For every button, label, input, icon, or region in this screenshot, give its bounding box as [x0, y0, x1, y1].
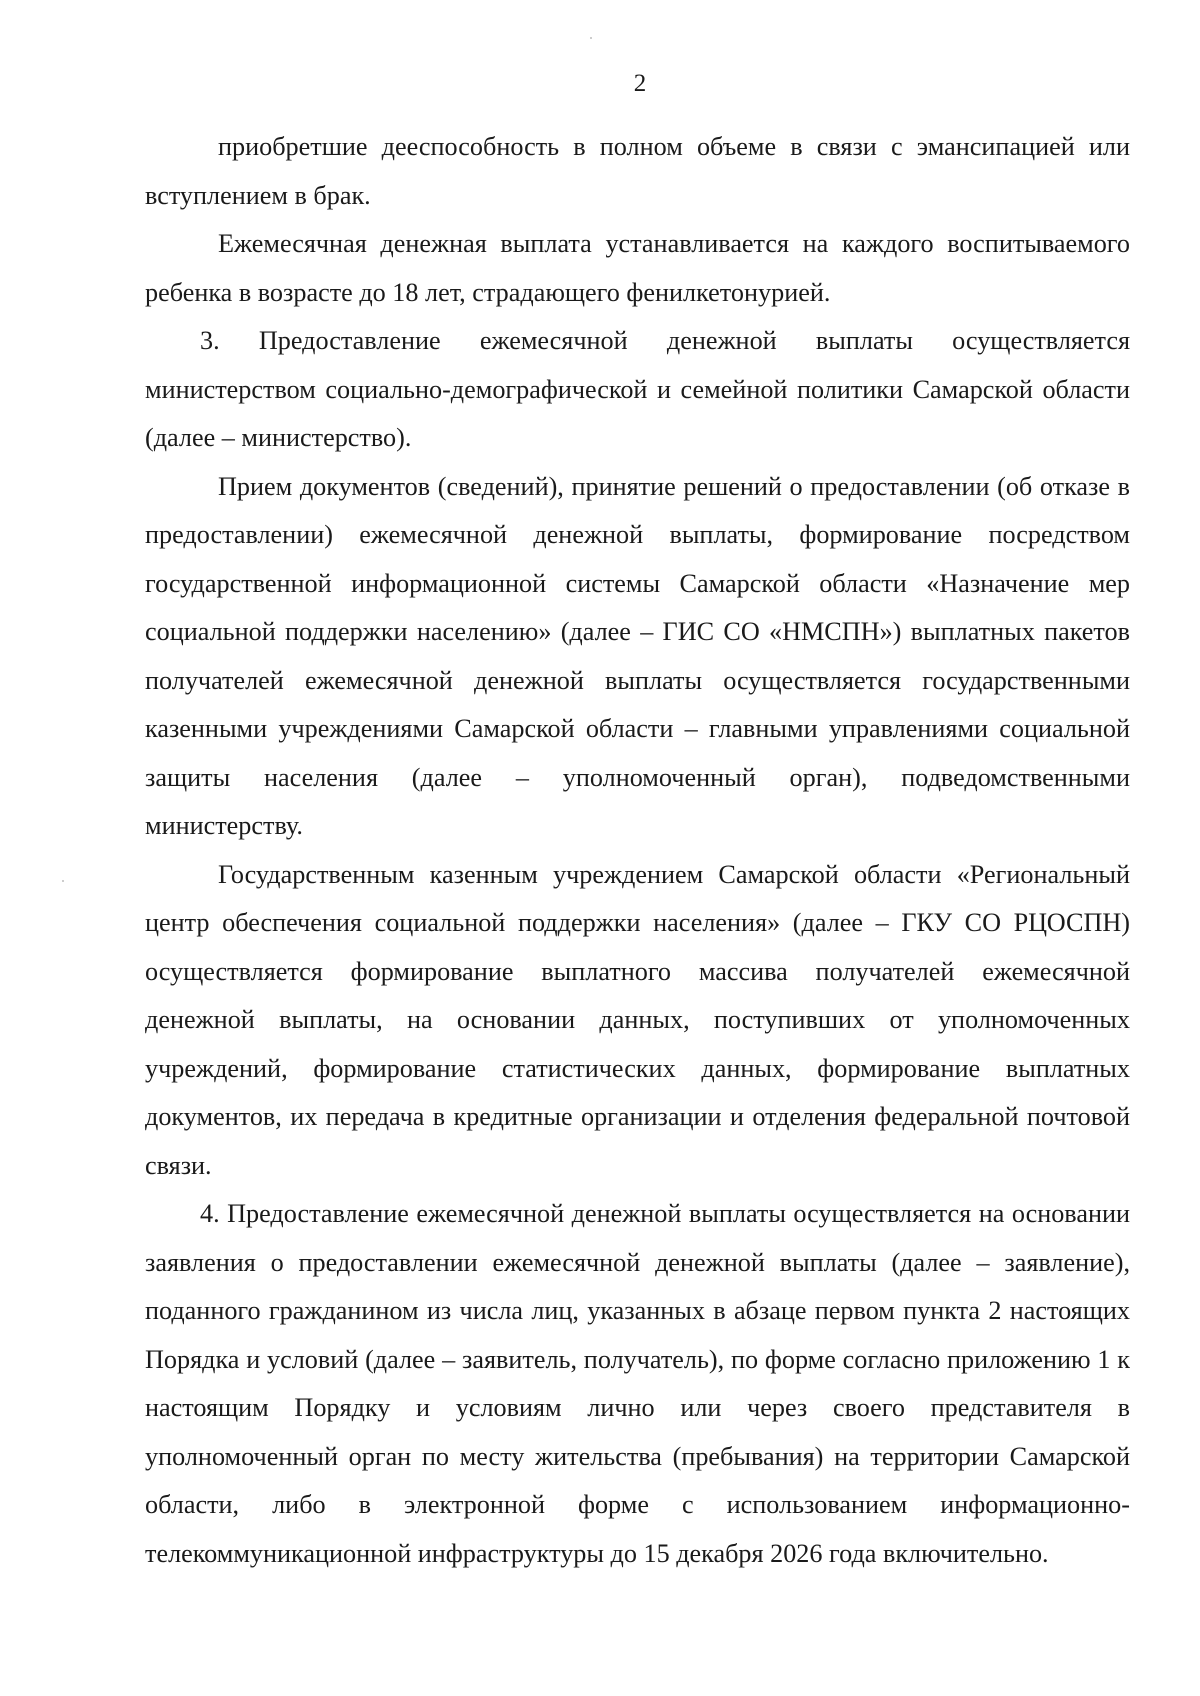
paragraph-monthly-payment: Ежемесячная денежная выплата устанавливается на каждого воспитываемого ребенка в возрасте до 18 лет, страдающего фенилкетонурией. — [145, 229, 1130, 307]
paragraph-item-4: 4. Предоставление ежемесячной денежной выплаты осуществляется на основании заявления о предоставлении ежемесячной денежной выплаты (далее – заявление), поданного гражданином из числа лиц, указанных в абзаце первом пункта 2 настоящих Порядка и условий (далее – заявитель, получатель), по форме согласно приложению 1 к настоящим Порядку и условиям лично или через своего представителя в уполномоченный орган по месту жительства (пребывания) на территории Самарской области, либо в электронной форме с использованием информационно-телекоммуникационной инфраструктуры до 15 декабря 2026 года включительно. — [145, 1199, 1130, 1568]
paragraph-document-reception: Прием документов (сведений), принятие решений о предоставлении (об отказе в предоставлении) ежемесячной денежной выплаты, формирование посредством государственной информационной системы Самарской области «Назначение мер социальной поддержки населению» (далее – ГИС СО «НМСПН») выплатных пакетов получателей ежемесячной денежной выплаты осуществляется государственными казенными учреждениями Самарской области – главными управлениями социальной защиты населения (далее – уполномоченный орган), подведомственными министерству. — [145, 471, 1130, 840]
paragraph-continuation: приобретшие дееспособность в полном объеме в связи с эмансипацией или вступлением в брак. — [145, 132, 1130, 210]
paragraph-item-3: 3. Предоставление ежемесячной денежной выплаты осуществляется министерством социально-демографической и семейной политики Самарской области (далее – министерство). — [145, 326, 1130, 452]
page-number: 2 — [633, 70, 647, 97]
paragraph-regional-center: Государственным казенным учреждением Самарской области «Региональный центр обеспечения социальной поддержки населения» (далее – ГКУ СО РЦОСПН) осуществляется формирование выплатного массива получателей ежемесячной денежной выплаты, на основании данных, поступивших от уполномоченных учреждений, формирование статистических данных, формирование выплатных документов, их передача в кредитные организации и отделения федеральной почтовой связи. — [145, 859, 1130, 1180]
scan-speck — [62, 880, 64, 882]
document-body — [145, 123, 1130, 1578]
scan-speck — [590, 37, 592, 39]
